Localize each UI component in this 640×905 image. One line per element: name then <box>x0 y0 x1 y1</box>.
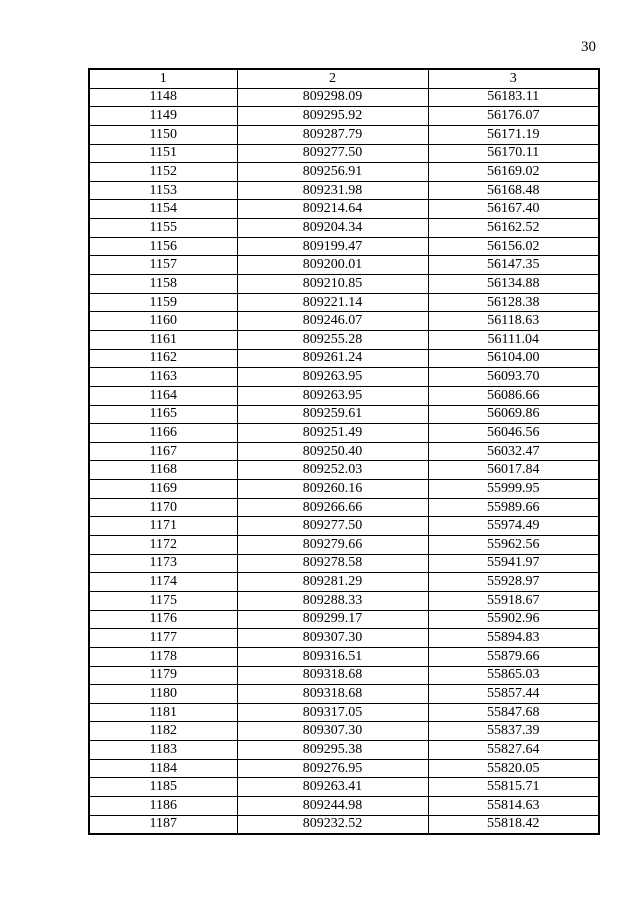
point-number-cell: 1168 <box>89 461 237 480</box>
x-coordinate-cell: 809276.95 <box>237 759 428 778</box>
x-coordinate-cell: 809266.66 <box>237 498 428 517</box>
x-coordinate-cell: 809299.17 <box>237 610 428 629</box>
column-header: 1 <box>89 69 237 88</box>
x-coordinate-cell: 809256.91 <box>237 163 428 182</box>
y-coordinate-cell: 56162.52 <box>428 219 599 238</box>
y-coordinate-cell: 55827.64 <box>428 741 599 760</box>
x-coordinate-cell: 809214.64 <box>237 200 428 219</box>
x-coordinate-cell: 809200.01 <box>237 256 428 275</box>
x-coordinate-cell: 809263.95 <box>237 368 428 387</box>
y-coordinate-cell: 55974.49 <box>428 517 599 536</box>
x-coordinate-cell: 809261.24 <box>237 349 428 368</box>
table-row <box>89 424 599 443</box>
y-coordinate-cell: 56134.88 <box>428 275 599 294</box>
y-coordinate-cell: 55865.03 <box>428 666 599 685</box>
x-coordinate-cell: 809255.28 <box>237 330 428 349</box>
table-row <box>89 442 599 461</box>
point-number-cell: 1156 <box>89 237 237 256</box>
point-number-cell: 1158 <box>89 275 237 294</box>
table-row <box>89 312 599 331</box>
y-coordinate-cell: 55847.68 <box>428 703 599 722</box>
y-coordinate-cell: 55814.63 <box>428 796 599 815</box>
y-coordinate-cell: 55818.42 <box>428 815 599 834</box>
x-coordinate-cell: 809263.41 <box>237 778 428 797</box>
table-row <box>89 610 599 629</box>
point-number-cell: 1180 <box>89 685 237 704</box>
table-row <box>89 796 599 815</box>
table-row <box>89 107 599 126</box>
point-number-cell: 1148 <box>89 88 237 107</box>
table-row <box>89 293 599 312</box>
x-coordinate-cell: 809287.79 <box>237 125 428 144</box>
x-coordinate-cell: 809295.92 <box>237 107 428 126</box>
x-coordinate-cell: 809281.29 <box>237 573 428 592</box>
y-coordinate-cell: 55815.71 <box>428 778 599 797</box>
y-coordinate-cell: 56167.40 <box>428 200 599 219</box>
point-number-cell: 1154 <box>89 200 237 219</box>
point-number-cell: 1179 <box>89 666 237 685</box>
point-number-cell: 1181 <box>89 703 237 722</box>
y-coordinate-cell: 55902.96 <box>428 610 599 629</box>
table-row <box>89 647 599 666</box>
x-coordinate-cell: 809318.68 <box>237 666 428 685</box>
x-coordinate-cell: 809279.66 <box>237 536 428 555</box>
x-coordinate-cell: 809317.05 <box>237 703 428 722</box>
x-coordinate-cell: 809318.68 <box>237 685 428 704</box>
table-row <box>89 88 599 107</box>
point-number-cell: 1153 <box>89 181 237 200</box>
x-coordinate-cell: 809277.50 <box>237 517 428 536</box>
x-coordinate-cell: 809263.95 <box>237 386 428 405</box>
table-row <box>89 759 599 778</box>
x-coordinate-cell: 809252.03 <box>237 461 428 480</box>
y-coordinate-cell: 56147.35 <box>428 256 599 275</box>
point-number-cell: 1171 <box>89 517 237 536</box>
point-number-cell: 1161 <box>89 330 237 349</box>
y-coordinate-cell: 56176.07 <box>428 107 599 126</box>
point-number-cell: 1178 <box>89 647 237 666</box>
table-row <box>89 461 599 480</box>
y-coordinate-cell: 56170.11 <box>428 144 599 163</box>
table-row <box>89 591 599 610</box>
point-number-cell: 1166 <box>89 424 237 443</box>
y-coordinate-cell: 55962.56 <box>428 536 599 555</box>
point-number-cell: 1160 <box>89 312 237 331</box>
point-number-cell: 1155 <box>89 219 237 238</box>
y-coordinate-cell: 56093.70 <box>428 368 599 387</box>
point-number-cell: 1185 <box>89 778 237 797</box>
y-coordinate-cell: 56118.63 <box>428 312 599 331</box>
y-coordinate-cell: 56069.86 <box>428 405 599 424</box>
table-row <box>89 219 599 238</box>
y-coordinate-cell: 56111.04 <box>428 330 599 349</box>
point-number-cell: 1172 <box>89 536 237 555</box>
y-coordinate-cell: 56104.00 <box>428 349 599 368</box>
point-number-cell: 1184 <box>89 759 237 778</box>
x-coordinate-cell: 809232.52 <box>237 815 428 834</box>
point-number-cell: 1175 <box>89 591 237 610</box>
y-coordinate-cell: 55999.95 <box>428 480 599 499</box>
x-coordinate-cell: 809277.50 <box>237 144 428 163</box>
x-coordinate-cell: 809231.98 <box>237 181 428 200</box>
y-coordinate-cell: 55928.97 <box>428 573 599 592</box>
y-coordinate-cell: 56086.66 <box>428 386 599 405</box>
table-row <box>89 498 599 517</box>
table-row <box>89 386 599 405</box>
y-coordinate-cell: 56017.84 <box>428 461 599 480</box>
point-number-cell: 1177 <box>89 629 237 648</box>
point-number-cell: 1152 <box>89 163 237 182</box>
table-row <box>89 125 599 144</box>
point-number-cell: 1176 <box>89 610 237 629</box>
x-coordinate-cell: 809244.98 <box>237 796 428 815</box>
x-coordinate-cell: 809251.49 <box>237 424 428 443</box>
table-row <box>89 256 599 275</box>
y-coordinate-cell: 56169.02 <box>428 163 599 182</box>
y-coordinate-cell: 55989.66 <box>428 498 599 517</box>
y-coordinate-cell: 55894.83 <box>428 629 599 648</box>
y-coordinate-cell: 55820.05 <box>428 759 599 778</box>
point-number-cell: 1150 <box>89 125 237 144</box>
point-number-cell: 1183 <box>89 741 237 760</box>
coordinates-table <box>88 68 600 835</box>
point-number-cell: 1167 <box>89 442 237 461</box>
y-coordinate-cell: 55879.66 <box>428 647 599 666</box>
table-row <box>89 181 599 200</box>
table-row <box>89 480 599 499</box>
table-row <box>89 200 599 219</box>
point-number-cell: 1163 <box>89 368 237 387</box>
table-row <box>89 144 599 163</box>
x-coordinate-cell: 809298.09 <box>237 88 428 107</box>
column-header: 2 <box>237 69 428 88</box>
x-coordinate-cell: 809307.30 <box>237 629 428 648</box>
table-row <box>89 666 599 685</box>
table-row <box>89 237 599 256</box>
x-coordinate-cell: 809316.51 <box>237 647 428 666</box>
x-coordinate-cell: 809307.30 <box>237 722 428 741</box>
page-number: 30 <box>581 39 596 55</box>
y-coordinate-cell: 56046.56 <box>428 424 599 443</box>
table-row <box>89 778 599 797</box>
point-number-cell: 1170 <box>89 498 237 517</box>
column-header: 3 <box>428 69 599 88</box>
point-number-cell: 1186 <box>89 796 237 815</box>
point-number-cell: 1169 <box>89 480 237 499</box>
y-coordinate-cell: 56168.48 <box>428 181 599 200</box>
x-coordinate-cell: 809250.40 <box>237 442 428 461</box>
table-row <box>89 573 599 592</box>
y-coordinate-cell: 55857.44 <box>428 685 599 704</box>
x-coordinate-cell: 809204.34 <box>237 219 428 238</box>
table-header-row <box>89 69 599 88</box>
x-coordinate-cell: 809259.61 <box>237 405 428 424</box>
table-row <box>89 163 599 182</box>
point-number-cell: 1187 <box>89 815 237 834</box>
table-row <box>89 722 599 741</box>
y-coordinate-cell: 56183.11 <box>428 88 599 107</box>
y-coordinate-cell: 55918.67 <box>428 591 599 610</box>
point-number-cell: 1149 <box>89 107 237 126</box>
x-coordinate-cell: 809260.16 <box>237 480 428 499</box>
table-row <box>89 330 599 349</box>
point-number-cell: 1182 <box>89 722 237 741</box>
x-coordinate-cell: 809295.38 <box>237 741 428 760</box>
x-coordinate-cell: 809199.47 <box>237 237 428 256</box>
table-row <box>89 815 599 834</box>
table-row <box>89 349 599 368</box>
y-coordinate-cell: 55941.97 <box>428 554 599 573</box>
table-row <box>89 405 599 424</box>
point-number-cell: 1151 <box>89 144 237 163</box>
x-coordinate-cell: 809221.14 <box>237 293 428 312</box>
point-number-cell: 1174 <box>89 573 237 592</box>
table-row <box>89 275 599 294</box>
point-number-cell: 1165 <box>89 405 237 424</box>
x-coordinate-cell: 809288.33 <box>237 591 428 610</box>
table-row <box>89 517 599 536</box>
table-row <box>89 368 599 387</box>
y-coordinate-cell: 56171.19 <box>428 125 599 144</box>
y-coordinate-cell: 56032.47 <box>428 442 599 461</box>
point-number-cell: 1159 <box>89 293 237 312</box>
y-coordinate-cell: 56156.02 <box>428 237 599 256</box>
table-header <box>89 69 599 88</box>
y-coordinate-cell: 56128.38 <box>428 293 599 312</box>
table-row <box>89 629 599 648</box>
y-coordinate-cell: 55837.39 <box>428 722 599 741</box>
point-number-cell: 1157 <box>89 256 237 275</box>
table-body <box>89 88 599 834</box>
table-row <box>89 703 599 722</box>
point-number-cell: 1164 <box>89 386 237 405</box>
table-row <box>89 536 599 555</box>
x-coordinate-cell: 809246.07 <box>237 312 428 331</box>
point-number-cell: 1162 <box>89 349 237 368</box>
x-coordinate-cell: 809278.58 <box>237 554 428 573</box>
table-row <box>89 554 599 573</box>
point-number-cell: 1173 <box>89 554 237 573</box>
table-row <box>89 685 599 704</box>
x-coordinate-cell: 809210.85 <box>237 275 428 294</box>
table-row <box>89 741 599 760</box>
